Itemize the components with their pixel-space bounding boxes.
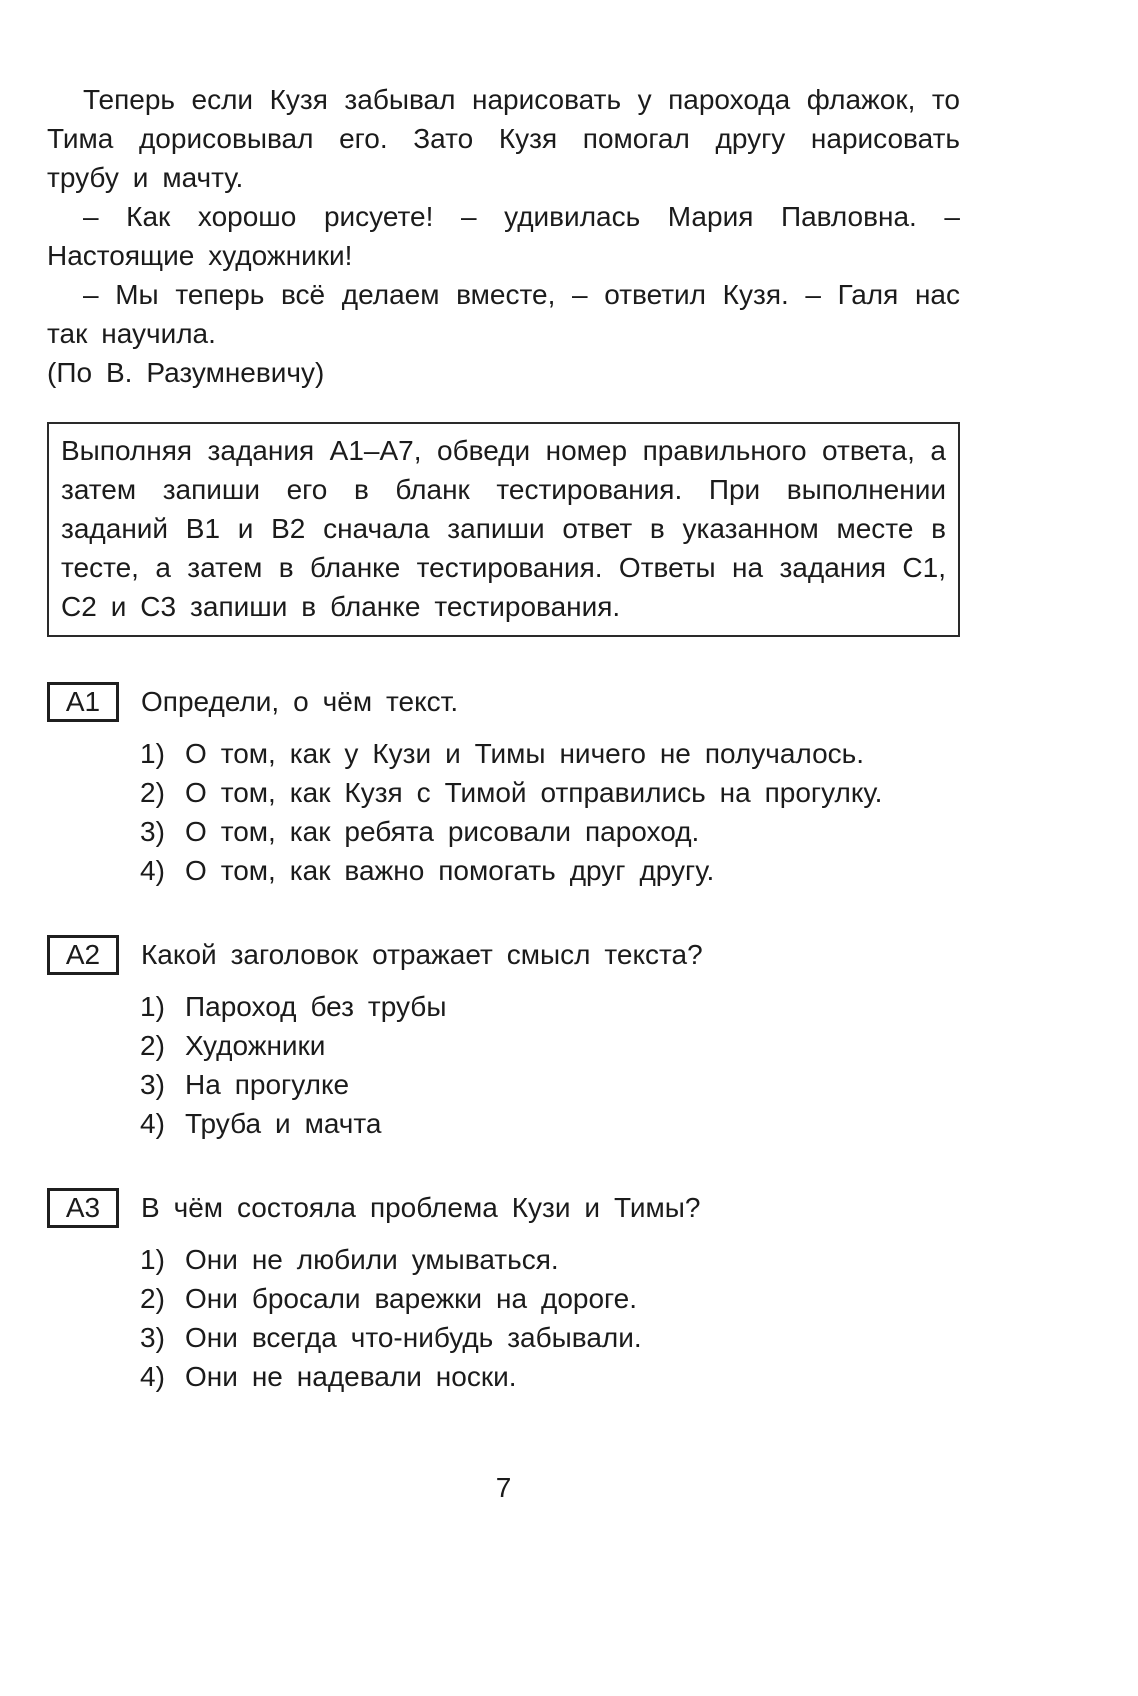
option-number: 2): [140, 777, 165, 808]
author-attribution: (По В. Разумневичу): [47, 357, 325, 388]
task-a1: [47, 681, 960, 890]
story-text: [47, 80, 960, 392]
option-row: [140, 1065, 960, 1104]
task-question: Определи, о чём текст.: [141, 686, 459, 717]
options-list: [140, 1240, 960, 1396]
option-row: [140, 851, 960, 890]
option-text: Пароход без трубы: [185, 991, 447, 1022]
option-text: Художники: [185, 1030, 326, 1061]
option-number: 4): [140, 1361, 165, 1392]
task-label: А3: [47, 1188, 119, 1228]
option-number: 1): [140, 738, 165, 769]
option-number: 3): [140, 1069, 165, 1100]
task-head: [47, 1187, 960, 1228]
task-label: А1: [47, 682, 119, 722]
instruction-box: [47, 422, 960, 637]
task-question: В чём состояла проблема Кузи и Тимы?: [141, 1192, 701, 1223]
option-number: 4): [140, 1108, 165, 1139]
options-list: [140, 987, 960, 1143]
instruction-text: Выполняя задания А1–А7, обведи номер правильного ответа, а затем запиши его в бланк тестирования. При выполнении заданий В1 и В2 сначала запиши ответ в указанном месте в тесте, а затем в бланке тестирования. Ответы на задания С1, С2 и С3 запиши в бланке тестирования.: [61, 435, 946, 622]
option-number: 3): [140, 1322, 165, 1353]
dialogue-line: – Как хорошо рисуете! – удивилась Мария Павловна. – Настоящие художники!: [47, 201, 960, 271]
task-a3: [47, 1187, 960, 1396]
option-text: Они всегда что-нибудь забывали.: [185, 1322, 642, 1353]
option-row: [140, 734, 960, 773]
option-text: На прогулке: [185, 1069, 350, 1100]
option-row: [140, 812, 960, 851]
option-number: 4): [140, 855, 165, 886]
option-text: Труба и мачта: [185, 1108, 382, 1139]
options-list: [140, 734, 960, 890]
option-row: [140, 773, 960, 812]
option-row: [140, 1026, 960, 1065]
option-text: Они бросали варежки на дороге.: [185, 1283, 637, 1314]
option-text: О том, как у Кузи и Тимы ничего не получалось.: [185, 738, 865, 769]
task-head: [47, 681, 960, 722]
option-row: [140, 1104, 960, 1143]
option-row: [140, 987, 960, 1026]
dialogue-line: – Мы теперь всё делаем вместе, – ответил Кузя. – Галя нас так научила.: [47, 279, 960, 349]
task-a2: [47, 934, 960, 1143]
page-content: [47, 80, 960, 1396]
option-row: [140, 1318, 960, 1357]
option-row: [140, 1279, 960, 1318]
option-text: Они не надевали носки.: [185, 1361, 517, 1392]
option-number: 2): [140, 1283, 165, 1314]
task-head: [47, 934, 960, 975]
story-paragraph: Теперь если Кузя забывал нарисовать у парохода флажок, то Тима дорисовывал его. Зато Кузя помогал другу нарисовать трубу и мачту.: [47, 84, 960, 193]
task-question: Какой заголовок отражает смысл текста?: [141, 939, 703, 970]
option-text: О том, как важно помогать друг другу.: [185, 855, 715, 886]
option-number: 1): [140, 1244, 165, 1275]
option-row: [140, 1357, 960, 1396]
task-label: А2: [47, 935, 119, 975]
option-row: [140, 1240, 960, 1279]
option-number: 1): [140, 991, 165, 1022]
page-number: 7: [495, 1472, 512, 1503]
option-text: О том, как ребята рисовали пароход.: [185, 816, 700, 847]
option-number: 3): [140, 816, 165, 847]
option-text: О том, как Кузя с Тимой отправились на прогулку.: [185, 777, 883, 808]
option-number: 2): [140, 1030, 165, 1061]
option-text: Они не любили умываться.: [185, 1244, 559, 1275]
